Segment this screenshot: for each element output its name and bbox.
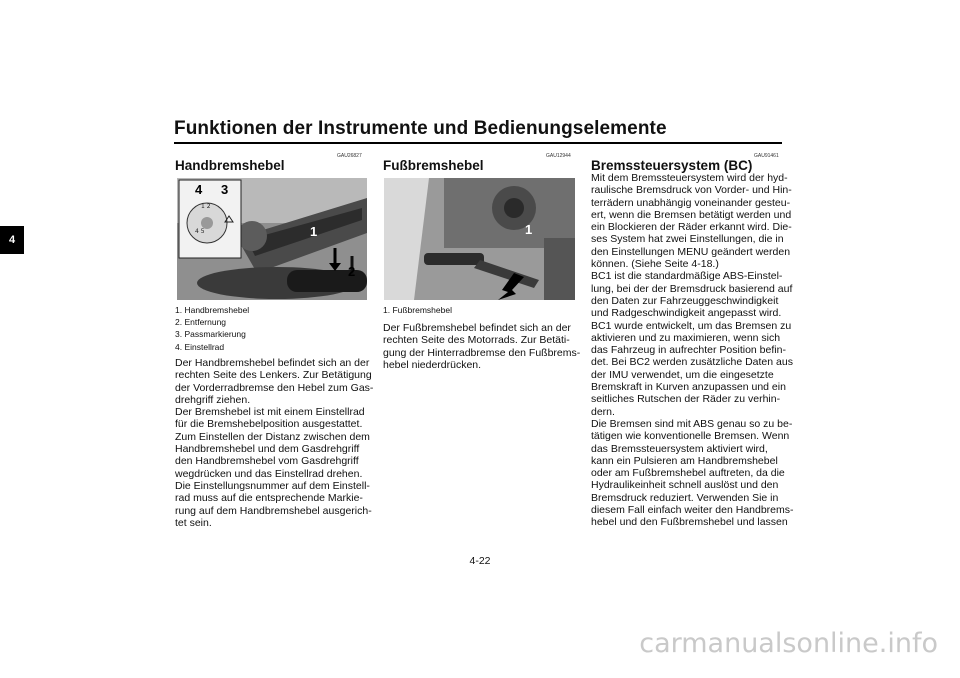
- page-number: 4-22: [469, 555, 491, 567]
- text-line: Die Bremsen sind mit ABS genau so zu be-: [591, 417, 793, 430]
- text-line: das Bremssteuersystem aktiviert wird,: [591, 442, 768, 455]
- chapter-tab: 4: [0, 226, 24, 254]
- text-line: hebel niederdrücken.: [383, 358, 482, 371]
- caption-item: 1. Fußbremshebel: [383, 305, 452, 315]
- text-line: Bremskraft in Kurven anzupassen und ein: [591, 381, 786, 394]
- text-line: aktivieren und zu maximieren, wenn sich: [591, 331, 781, 344]
- page-header-title: Funktionen der Instrumente und Bedienungselemente: [174, 118, 667, 139]
- caption-item: 1. Handbremshebel: [175, 305, 250, 315]
- text-line: det. Bei BC2 werden zusätzliche Daten aus: [591, 356, 793, 369]
- section-heading-bremssteuersystem: Bremssteuersystem (BC): [591, 158, 753, 173]
- caption-item: 2. Entfernung: [175, 317, 227, 328]
- text-line: den Handbremshebel vom Gasdrehgriff: [175, 455, 359, 468]
- header-rule: [174, 142, 782, 144]
- text-line: den Einstellungen MENU geändert werden: [591, 245, 791, 258]
- section-heading-fussbremshebel: Fußbremshebel: [383, 158, 484, 173]
- text-line: BC1 wurde entwickelt, um das Bremsen zu: [591, 319, 792, 332]
- text-line: Die Einstellungsnummer auf dem Einstell-: [175, 479, 370, 492]
- callout-1: 1: [310, 224, 318, 239]
- text-line: rechten Seite des Lenkers. Zur Betätigung: [175, 369, 372, 382]
- text-line: wegdrücken und das Einstellrad drehen.: [175, 467, 363, 480]
- text-line: tet sein.: [175, 516, 212, 529]
- text-line: können. (Siehe Seite 4-18.): [591, 258, 719, 271]
- text-line: rung auf dem Handbremshebel ausgerich-: [175, 504, 372, 517]
- text-line: der Vorderradbremse den Hebel zum Gas-: [175, 381, 374, 394]
- figure-captions: [383, 304, 452, 316]
- text-line: das Fahrzeug in aufrechter Position befin-: [591, 344, 786, 357]
- text-line: Der Handbremshebel befindet sich an der: [175, 357, 370, 369]
- section-code: GAU26827: [337, 153, 362, 159]
- text-line: oder am Fußbremshebel auftreten, da die: [591, 467, 785, 480]
- text-line: diesem Fall einfach weiter den Handbrems-: [591, 504, 794, 517]
- text-line: ses System hat zwei Einstellungen, die in: [591, 233, 784, 246]
- section-code: GAU91461: [754, 153, 779, 159]
- text-line: drehgriff ziehen.: [175, 393, 251, 406]
- text-line: kann ein Pulsieren am Handbremshebel: [591, 454, 778, 467]
- caption-item: 3. Passmarkierung: [175, 329, 246, 340]
- text-line: Der Bremshebel ist mit einem Einstellrad: [175, 406, 365, 419]
- text-line: Bremsdruck reduziert. Verwenden Sie in: [591, 491, 779, 504]
- text-line: Handbremshebel und dem Gasdrehgriff: [175, 443, 360, 456]
- text-line: BC1 ist die standardmäßige ABS-Einstel-: [591, 270, 783, 283]
- svg-text:4 5: 4 5: [195, 228, 205, 235]
- text-line: tätigen wie konventionelle Bremsen. Wenn: [591, 430, 790, 443]
- text-line: hebel und den Fußbremshebel und lassen: [591, 516, 788, 529]
- text-line: Mit dem Bremssteuersystem wird der hyd-: [591, 172, 788, 184]
- text-line: Zum Einstellen der Distanz zwischen dem: [175, 430, 370, 443]
- callout-3: 3: [221, 182, 229, 197]
- text-line: rechten Seite des Motorrads. Zur Betäti-: [383, 334, 570, 347]
- caption-item: 4. Einstellrad: [175, 341, 225, 352]
- text-line: den Daten zur Fahrzeuggeschwindigkeit: [591, 294, 779, 307]
- text-line: seitliches Rutschen der Räder zu verhin-: [591, 393, 781, 406]
- text-line: ert, wenn die Bremsen betätigt werden und: [591, 208, 792, 221]
- text-line: rad muss auf die entsprechende Markie-: [175, 492, 363, 505]
- text-line: gung der Hinterradbremse den Fußbrems-: [383, 346, 581, 359]
- callout-2: 2: [348, 264, 356, 279]
- handbrake-lever-photo: [177, 178, 367, 300]
- callout-4: 4: [195, 182, 203, 197]
- body-paragraph: [383, 322, 580, 371]
- section-code: GAU12944: [546, 153, 571, 159]
- section-heading-handbremshebel: Handbremshebel: [175, 158, 285, 173]
- text-line: dern.: [591, 405, 615, 418]
- text-line: lung, bei der der Bremsdruck basierend auf: [591, 282, 793, 295]
- text-line: und Radgeschwindigkeit angepasst wird.: [591, 307, 782, 320]
- callout-1: 1: [525, 222, 533, 237]
- text-line: terrädern unabhängig voneinander gesteu-: [591, 196, 791, 209]
- body-paragraph: [175, 357, 373, 529]
- body-paragraph: [591, 172, 794, 529]
- figure-captions: [175, 304, 249, 353]
- text-line: ein Blockieren der Räder erkannt wird. Die-: [591, 221, 792, 234]
- text-line: raulische Bremsdruck von Vorder- und Hin-: [591, 184, 792, 197]
- text-line: der IMU verwendet, um die eingesetzte: [591, 368, 774, 381]
- text-line: für die Bremshebelposition ausgestattet.: [175, 418, 363, 431]
- watermark: carmanualsonline.info: [639, 628, 938, 659]
- text-line: Hydraulikeinheit schnell auslöst und den: [591, 479, 779, 492]
- foot-brake-lever-photo: [384, 178, 575, 300]
- text-line: Der Fußbremshebel befindet sich an der: [383, 322, 571, 334]
- svg-text:1 2: 1 2: [201, 203, 211, 210]
